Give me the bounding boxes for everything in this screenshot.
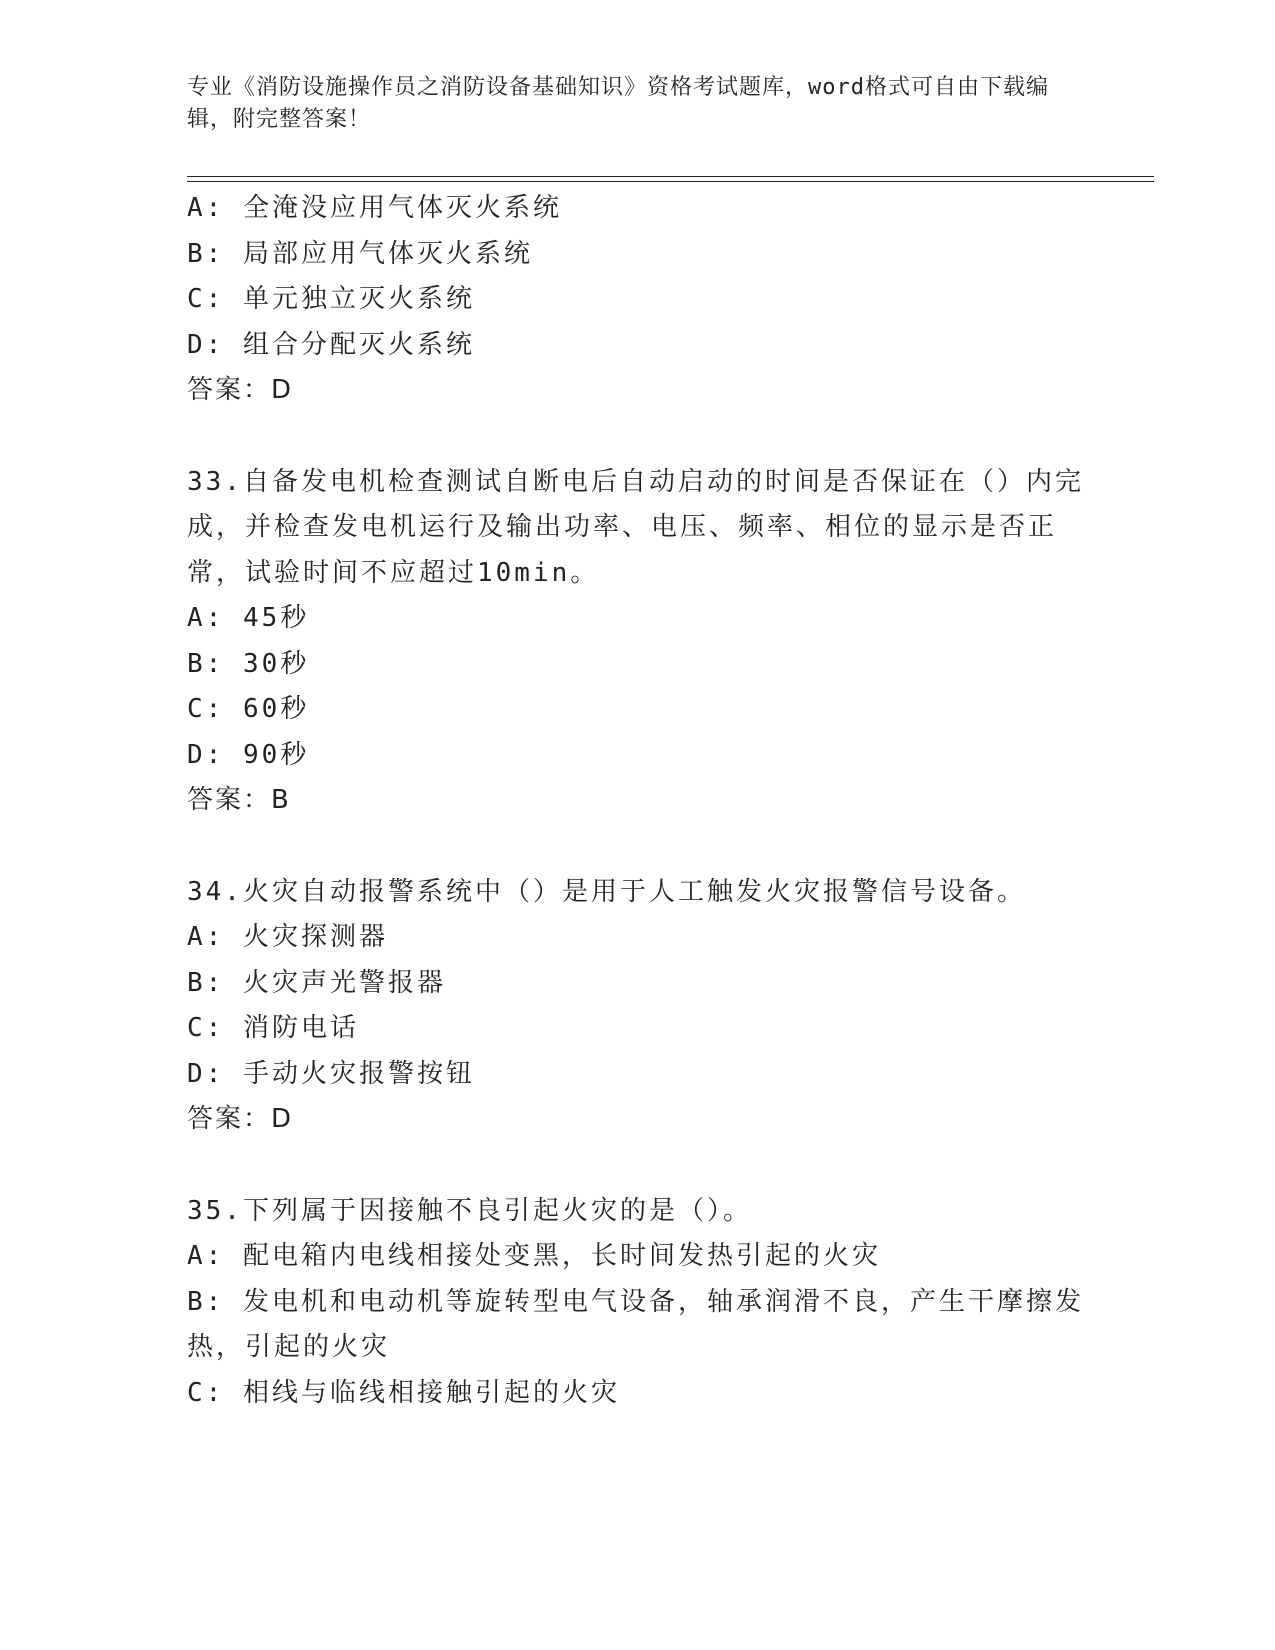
question-34	[187, 870, 1087, 1143]
question-32	[187, 186, 1087, 414]
option-c: C: 单元独立灭火系统	[187, 284, 475, 314]
option-b: B: 局部应用气体灭火系统	[187, 238, 533, 269]
document-header: 专业《消防设施操作员之消防设备基础知识》资格考试题库，word格式可自由下载编辑，附完整答案！	[187, 75, 1049, 132]
question-stem: 33.自备发电机检查测试自断电后自动启动的时间是否保证在（）内完成，并检查发电机运行及输出功率、电压、频率、相位的显示是否正常，试验时间不应超过10min。	[187, 466, 1084, 588]
question-35	[187, 1189, 1087, 1417]
option-a: A: 配电箱内电线相接处变黑，长时间发热引起的火灾	[187, 1241, 881, 1271]
option-d: D: 组合分配灭火系统	[187, 329, 475, 360]
answer: 答案：B	[187, 785, 291, 815]
option-b: B: 发电机和电动机等旋转型电气设备，轴承润滑不良，产生干摩擦发热，引起的火灾	[187, 1286, 1084, 1362]
answer: 答案：D	[187, 1104, 294, 1134]
answer: 答案：D	[187, 375, 294, 405]
option-b: B: 30秒	[187, 648, 310, 679]
option-c: C: 相线与临线相接触引起的火灾	[187, 1377, 620, 1408]
option-c: C: 60秒	[187, 694, 310, 724]
option-a: A: 火灾探测器	[187, 922, 388, 952]
option-c: C: 消防电话	[187, 1013, 359, 1043]
question-list	[187, 186, 1087, 1416]
option-d: D: 90秒	[187, 739, 310, 770]
question-33	[187, 460, 1087, 824]
option-d: D: 手动火灾报警按钮	[187, 1058, 475, 1089]
option-a: A: 45秒	[187, 603, 310, 633]
header-rule-bottom	[187, 181, 1154, 182]
option-b: B: 火灾声光警报器	[187, 967, 446, 998]
question-stem: 34.火灾自动报警系统中（）是用于人工触发火灾报警信号设备。	[187, 876, 1026, 907]
option-a: A: 全淹没应用气体灭火系统	[187, 193, 562, 223]
question-stem: 35.下列属于因接触不良引起火灾的是（）。	[187, 1195, 752, 1226]
header-rule-top	[187, 176, 1154, 177]
